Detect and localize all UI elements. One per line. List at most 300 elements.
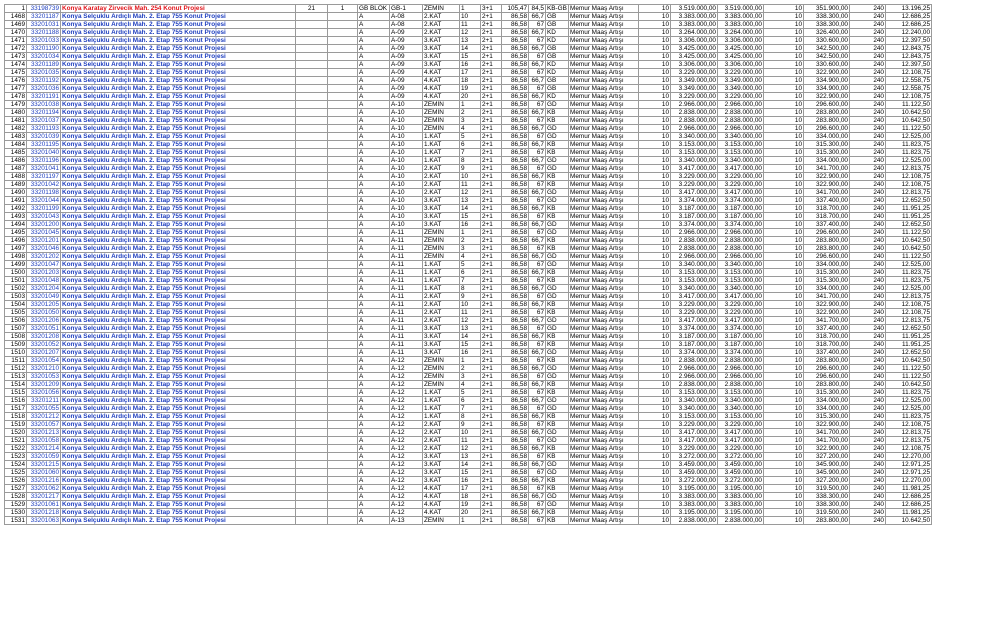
- cell-record-id: 33201216: [27, 477, 61, 485]
- cell-record-id: 33201045: [27, 229, 61, 237]
- cell-payment-method: Memur Maaş Artışı: [569, 261, 639, 269]
- cell-gross-area: 86,58: [502, 453, 529, 461]
- cell-increase-rate: 10: [639, 357, 671, 365]
- cell-installments: 240: [850, 493, 886, 501]
- cell-list-price: 3.374.000,00: [718, 221, 764, 229]
- cell-installment-amount: 12.108,75: [886, 301, 932, 309]
- cell-installment-amount: 12.686,25: [886, 493, 932, 501]
- cell-project-name: Konya Selçuklu Ardıçlı Mah. 2. Etap 755 Konut Projesi: [61, 133, 296, 141]
- table-row: [5, 309, 932, 317]
- cell-installment-amount: 11.951,25: [886, 213, 932, 221]
- cell-block-count: [296, 509, 328, 517]
- cell-block-code: A-10: [390, 165, 423, 173]
- cell-floor: ZEMİN: [423, 109, 460, 117]
- cell-floor: 3.KAT: [423, 45, 460, 53]
- cell-floor: 2.KAT: [423, 173, 460, 181]
- table-row: [5, 13, 932, 21]
- cell-payment-method: Memur Maaş Artışı: [569, 293, 639, 301]
- cell-unit-no: 10: [460, 429, 481, 437]
- cell-unit-no: 3: [460, 245, 481, 253]
- cell-unit-no: 3: [460, 117, 481, 125]
- cell-project-name: Konya Selçuklu Ardıçlı Mah. 2. Etap 755 Konut Projesi: [61, 485, 296, 493]
- cell-sale-price: 2.966.000,00: [671, 373, 718, 381]
- cell-block-no: [328, 253, 358, 261]
- cell-installment-amount: 12.397,50: [886, 61, 932, 69]
- cell-floor: ZEMİN: [423, 229, 460, 237]
- cell-list-price: 3.459.000,00: [718, 469, 764, 477]
- cell-unit-no: 4: [460, 381, 481, 389]
- cell-block-count: [296, 293, 328, 301]
- cell-gross-area: 86,58: [502, 61, 529, 69]
- cell-down-payment: 296.600,00: [804, 229, 850, 237]
- cell-project-name: Konya Selçuklu Ardıçlı Mah. 2. Etap 755 Konut Projesi: [61, 205, 296, 213]
- cell-block-name: A: [358, 405, 390, 413]
- cell-row-no: 1508: [5, 333, 27, 341]
- cell-block-code: A-12: [390, 437, 423, 445]
- cell-block-code: A-11: [390, 301, 423, 309]
- cell-gross-area: 86,58: [502, 253, 529, 261]
- cell-unit-no: 12: [460, 317, 481, 325]
- cell-unit-no: 20: [460, 93, 481, 101]
- cell-installment-amount: 12.558,75: [886, 85, 932, 93]
- cell-installments: 240: [850, 197, 886, 205]
- cell-facade: GD: [546, 493, 569, 501]
- cell-sale-price: 2.966.000,00: [671, 365, 718, 373]
- cell-sale-price: 2.966.000,00: [671, 229, 718, 237]
- cell-room-type: 2+1: [481, 165, 502, 173]
- cell-payment-method: Memur Maaş Artışı: [569, 269, 639, 277]
- cell-installments: 240: [850, 21, 886, 29]
- cell-list-price: 3.229.000,00: [718, 309, 764, 317]
- cell-down-payment: 334.000,00: [804, 285, 850, 293]
- cell-net-area: 66,7: [529, 125, 546, 133]
- cell-increase-rate: 10: [639, 269, 671, 277]
- cell-facade: GD: [546, 397, 569, 405]
- cell-block-name: A: [358, 237, 390, 245]
- cell-sale-price: 2.838.000,00: [671, 381, 718, 389]
- cell-record-id: 33201058: [27, 437, 61, 445]
- cell-unit-no: 8: [460, 285, 481, 293]
- cell-room-type: 2+1: [481, 253, 502, 261]
- cell-record-id: 33201049: [27, 293, 61, 301]
- cell-row-no: 1471: [5, 37, 27, 45]
- table-row: [5, 293, 932, 301]
- cell-facade: GD: [546, 373, 569, 381]
- cell-block-name: A: [358, 421, 390, 429]
- cell-installment-amount: 12.813,75: [886, 293, 932, 301]
- cell-block-name: A: [358, 349, 390, 357]
- cell-block-count: [296, 69, 328, 77]
- cell-payment-method: Memur Maaş Artışı: [569, 69, 639, 77]
- cell-list-price: 3.264.000,00: [718, 29, 764, 37]
- cell-installment-amount: 11.823,75: [886, 269, 932, 277]
- cell-unit-no: 17: [460, 69, 481, 77]
- cell-row-no: 1: [5, 5, 27, 13]
- cell-down-rate: 10: [764, 293, 804, 301]
- cell-increase-rate: 10: [639, 341, 671, 349]
- cell-project-name: Konya Selçuklu Ardıçlı Mah. 2. Etap 755 Konut Projesi: [61, 173, 296, 181]
- cell-down-payment: 327.200,00: [804, 453, 850, 461]
- cell-row-no: 1488: [5, 173, 27, 181]
- cell-installments: 240: [850, 93, 886, 101]
- cell-sale-price: 3.187.000,00: [671, 213, 718, 221]
- cell-block-name: A: [358, 245, 390, 253]
- cell-down-payment: 322.900,00: [804, 421, 850, 429]
- cell-sale-price: 3.417.000,00: [671, 317, 718, 325]
- cell-down-rate: 10: [764, 405, 804, 413]
- cell-down-rate: 10: [764, 149, 804, 157]
- cell-installment-amount: 12.813,75: [886, 317, 932, 325]
- cell-sale-price: 3.153.000,00: [671, 413, 718, 421]
- cell-payment-method: Memur Maaş Artışı: [569, 421, 639, 429]
- cell-down-payment: 283.800,00: [804, 517, 850, 525]
- cell-block-no: [328, 373, 358, 381]
- cell-project-name: Konya Selçuklu Ardıçlı Mah. 2. Etap 755 Konut Projesi: [61, 421, 296, 429]
- cell-increase-rate: 10: [639, 173, 671, 181]
- cell-installment-amount: 12.525,00: [886, 397, 932, 405]
- cell-block-name: A: [358, 45, 390, 53]
- cell-gross-area: 86,58: [502, 461, 529, 469]
- cell-installment-amount: 12.108,75: [886, 69, 932, 77]
- cell-record-id: 33201195: [27, 141, 61, 149]
- cell-block-count: [296, 101, 328, 109]
- cell-gross-area: 86,58: [502, 485, 529, 493]
- cell-block-code: A-08: [390, 21, 423, 29]
- table-row: [5, 373, 932, 381]
- cell-sale-price: 3.374.000,00: [671, 197, 718, 205]
- cell-down-payment: 296.600,00: [804, 373, 850, 381]
- cell-payment-method: Memur Maaş Artışı: [569, 509, 639, 517]
- cell-increase-rate: 10: [639, 397, 671, 405]
- table-row: [5, 421, 932, 429]
- cell-row-no: 1522: [5, 445, 27, 453]
- cell-block-count: [296, 205, 328, 213]
- cell-unit-no: 2: [460, 237, 481, 245]
- cell-block-name: A: [358, 373, 390, 381]
- cell-row-no: 1530: [5, 509, 27, 517]
- cell-block-name: A: [358, 181, 390, 189]
- cell-block-name: A: [358, 141, 390, 149]
- cell-block-code: A-11: [390, 253, 423, 261]
- cell-room-type: 2+1: [481, 261, 502, 269]
- cell-installments: 240: [850, 421, 886, 429]
- table-row: [5, 29, 932, 37]
- cell-net-area: 67: [529, 181, 546, 189]
- cell-block-count: [296, 133, 328, 141]
- cell-row-no: 1525: [5, 469, 27, 477]
- cell-sale-price: 2.838.000,00: [671, 517, 718, 525]
- table-row: [5, 61, 932, 69]
- cell-sale-price: 3.229.000,00: [671, 93, 718, 101]
- cell-block-name: A: [358, 501, 390, 509]
- table-row: [5, 413, 932, 421]
- cell-row-no: 1503: [5, 293, 27, 301]
- cell-row-no: 1491: [5, 197, 27, 205]
- table-row: [5, 189, 932, 197]
- cell-floor: ZEMİN: [423, 365, 460, 373]
- cell-down-rate: 10: [764, 301, 804, 309]
- cell-row-no: 1481: [5, 117, 27, 125]
- cell-room-type: 2+1: [481, 37, 502, 45]
- cell-installments: 240: [850, 405, 886, 413]
- cell-block-name: A: [358, 21, 390, 29]
- cell-project-name: Konya Selçuklu Ardıçlı Mah. 2. Etap 755 Konut Projesi: [61, 285, 296, 293]
- cell-block-no: [328, 341, 358, 349]
- cell-block-count: [296, 117, 328, 125]
- cell-list-price: 3.272.000,00: [718, 477, 764, 485]
- cell-block-no: [328, 461, 358, 469]
- cell-block-name: A: [358, 61, 390, 69]
- cell-block-count: [296, 245, 328, 253]
- cell-payment-method: Memur Maaş Artışı: [569, 85, 639, 93]
- cell-block-code: A-12: [390, 509, 423, 517]
- cell-block-name: A: [358, 261, 390, 269]
- cell-project-name: Konya Selçuklu Ardıçlı Mah. 2. Etap 755 Konut Projesi: [61, 333, 296, 341]
- cell-floor: 4.KAT: [423, 77, 460, 85]
- cell-list-price: 3.229.000,00: [718, 301, 764, 309]
- cell-unit-no: 10: [460, 173, 481, 181]
- cell-block-code: A-09: [390, 93, 423, 101]
- cell-floor: ZEMİN: [423, 357, 460, 365]
- cell-block-count: [296, 365, 328, 373]
- cell-installments: 240: [850, 125, 886, 133]
- cell-increase-rate: 10: [639, 493, 671, 501]
- cell-installments: 240: [850, 29, 886, 37]
- cell-increase-rate: 10: [639, 5, 671, 13]
- cell-net-area: 67: [529, 453, 546, 461]
- cell-unit-no: 1: [460, 101, 481, 109]
- cell-gross-area: 86,58: [502, 269, 529, 277]
- cell-record-id: 33201211: [27, 397, 61, 405]
- cell-record-id: 33201041: [27, 165, 61, 173]
- cell-net-area: 67: [529, 69, 546, 77]
- cell-unit-no: 12: [460, 29, 481, 37]
- cell-block-count: [296, 413, 328, 421]
- cell-block-name: A: [358, 197, 390, 205]
- cell-down-payment: 283.800,00: [804, 237, 850, 245]
- cell-payment-method: Memur Maaş Artışı: [569, 493, 639, 501]
- cell-row-no: 1475: [5, 69, 27, 77]
- cell-project-name: Konya Selçuklu Ardıçlı Mah. 2. Etap 755 Konut Projesi: [61, 93, 296, 101]
- cell-project-name: Konya Selçuklu Ardıçlı Mah. 2. Etap 755 Konut Projesi: [61, 261, 296, 269]
- cell-room-type: 2+1: [481, 461, 502, 469]
- cell-gross-area: 86,58: [502, 429, 529, 437]
- cell-room-type: 2+1: [481, 405, 502, 413]
- cell-record-id: 33201202: [27, 253, 61, 261]
- cell-record-id: 33201060: [27, 469, 61, 477]
- cell-sale-price: 3.340.000,00: [671, 261, 718, 269]
- cell-gross-area: 86,58: [502, 277, 529, 285]
- cell-floor: 1.KAT: [423, 261, 460, 269]
- cell-block-name: A: [358, 101, 390, 109]
- cell-room-type: 2+1: [481, 45, 502, 53]
- cell-down-rate: 10: [764, 349, 804, 357]
- cell-payment-method: Memur Maaş Artışı: [569, 485, 639, 493]
- cell-record-id: 33201214: [27, 445, 61, 453]
- cell-down-payment: 283.800,00: [804, 117, 850, 125]
- cell-installments: 240: [850, 173, 886, 181]
- cell-installments: 240: [850, 397, 886, 405]
- cell-list-price: 3.153.000,00: [718, 413, 764, 421]
- cell-block-code: A-08: [390, 13, 423, 21]
- cell-unit-no: 18: [460, 493, 481, 501]
- cell-record-id: 33201196: [27, 157, 61, 165]
- cell-down-payment: 334.000,00: [804, 157, 850, 165]
- cell-room-type: 2+1: [481, 221, 502, 229]
- cell-down-payment: 322.900,00: [804, 69, 850, 77]
- cell-room-type: 2+1: [481, 157, 502, 165]
- cell-increase-rate: 10: [639, 261, 671, 269]
- cell-down-rate: 10: [764, 29, 804, 37]
- cell-block-code: A-09: [390, 29, 423, 37]
- cell-room-type: 2+1: [481, 429, 502, 437]
- cell-block-code: A-09: [390, 61, 423, 69]
- cell-unit-no: 5: [460, 261, 481, 269]
- cell-block-code: A-12: [390, 501, 423, 509]
- cell-installments: 240: [850, 285, 886, 293]
- cell-net-area: 66,7: [529, 301, 546, 309]
- cell-project-name: Konya Selçuklu Ardıçlı Mah. 2. Etap 755 Konut Projesi: [61, 445, 296, 453]
- cell-down-rate: 10: [764, 141, 804, 149]
- cell-record-id: 33201218: [27, 509, 61, 517]
- cell-row-no: 1516: [5, 397, 27, 405]
- cell-down-rate: 10: [764, 277, 804, 285]
- cell-sale-price: 2.838.000,00: [671, 109, 718, 117]
- cell-project-name: Konya Selçuklu Ardıçlı Mah. 2. Etap 755 Konut Projesi: [61, 157, 296, 165]
- cell-installment-amount: 11.951,25: [886, 205, 932, 213]
- cell-unit-no: 16: [460, 477, 481, 485]
- cell-floor: 1.KAT: [423, 277, 460, 285]
- cell-gross-area: 86,58: [502, 517, 529, 525]
- cell-record-id: 33201036: [27, 85, 61, 93]
- cell-block-code: A-12: [390, 373, 423, 381]
- cell-down-payment: 322.900,00: [804, 173, 850, 181]
- cell-block-no: [328, 365, 358, 373]
- table-row: [5, 77, 932, 85]
- cell-block-count: [296, 317, 328, 325]
- cell-facade: GD: [546, 253, 569, 261]
- cell-installment-amount: 10.642,50: [886, 117, 932, 125]
- cell-down-rate: 10: [764, 69, 804, 77]
- cell-down-rate: 10: [764, 45, 804, 53]
- cell-gross-area: 86,58: [502, 245, 529, 253]
- cell-down-rate: 10: [764, 221, 804, 229]
- cell-block-no: [328, 453, 358, 461]
- cell-list-price: 2.966.000,00: [718, 253, 764, 261]
- cell-project-name: Konya Selçuklu Ardıçlı Mah. 2. Etap 755 Konut Projesi: [61, 453, 296, 461]
- cell-room-type: 2+1: [481, 485, 502, 493]
- cell-record-id: 33201048: [27, 277, 61, 285]
- cell-floor: 3.KAT: [423, 325, 460, 333]
- cell-block-count: [296, 461, 328, 469]
- cell-block-name: A: [358, 381, 390, 389]
- cell-project-name: Konya Karatay Zirvecik Mah. 254 Konut Projesi: [61, 5, 296, 13]
- cell-record-id: 33201034: [27, 53, 61, 61]
- cell-record-id: 33201059: [27, 453, 61, 461]
- cell-room-type: 3+1: [481, 5, 502, 13]
- cell-down-rate: 10: [764, 109, 804, 117]
- cell-facade: GD: [546, 189, 569, 197]
- cell-list-price: 3.229.000,00: [718, 69, 764, 77]
- cell-net-area: 66,7: [529, 61, 546, 69]
- cell-increase-rate: 10: [639, 85, 671, 93]
- cell-list-price: 3.383.000,00: [718, 501, 764, 509]
- cell-block-code: A-12: [390, 461, 423, 469]
- cell-block-count: [296, 277, 328, 285]
- cell-installments: 240: [850, 213, 886, 221]
- cell-block-name: A: [358, 205, 390, 213]
- cell-net-area: 66,7: [529, 77, 546, 85]
- cell-room-type: 2+1: [481, 445, 502, 453]
- cell-project-name: Konya Selçuklu Ardıçlı Mah. 2. Etap 755 Konut Projesi: [61, 357, 296, 365]
- cell-unit-no: 8: [460, 413, 481, 421]
- cell-facade: KB: [546, 141, 569, 149]
- cell-floor: 3.KAT: [423, 197, 460, 205]
- cell-installments: 240: [850, 469, 886, 477]
- cell-payment-method: Memur Maaş Artışı: [569, 189, 639, 197]
- table-row: [5, 141, 932, 149]
- cell-room-type: 2+1: [481, 29, 502, 37]
- cell-record-id: 33201201: [27, 237, 61, 245]
- cell-block-name: A: [358, 493, 390, 501]
- cell-block-no: [328, 101, 358, 109]
- cell-block-code: A-11: [390, 245, 423, 253]
- cell-block-code: A-11: [390, 293, 423, 301]
- cell-installment-amount: 12.108,75: [886, 445, 932, 453]
- cell-block-code: A-09: [390, 45, 423, 53]
- cell-increase-rate: 10: [639, 133, 671, 141]
- cell-net-area: 67: [529, 357, 546, 365]
- cell-project-name: Konya Selçuklu Ardıçlı Mah. 2. Etap 755 Konut Projesi: [61, 501, 296, 509]
- cell-unit-no: 15: [460, 213, 481, 221]
- cell-block-name: GB BLOK: [358, 5, 390, 13]
- cell-facade: KB: [546, 453, 569, 461]
- cell-row-no: 1499: [5, 261, 27, 269]
- cell-installment-amount: 12.108,75: [886, 93, 932, 101]
- cell-installment-amount: 10.642,50: [886, 237, 932, 245]
- table-row: [5, 21, 932, 29]
- cell-floor: 2.KAT: [423, 29, 460, 37]
- cell-block-no: [328, 261, 358, 269]
- cell-row-no: 1490: [5, 189, 27, 197]
- cell-row-no: 1487: [5, 165, 27, 173]
- cell-project-name: Konya Selçuklu Ardıçlı Mah. 2. Etap 755 Konut Projesi: [61, 149, 296, 157]
- cell-block-code: A-09: [390, 37, 423, 45]
- cell-record-id: 33201212: [27, 413, 61, 421]
- table-row: [5, 389, 932, 397]
- cell-block-name: A: [358, 469, 390, 477]
- cell-block-code: A-11: [390, 325, 423, 333]
- cell-gross-area: 86,58: [502, 373, 529, 381]
- cell-sale-price: 3.340.000,00: [671, 133, 718, 141]
- cell-net-area: 66,7: [529, 461, 546, 469]
- cell-down-rate: 10: [764, 429, 804, 437]
- cell-record-id: 33201198: [27, 189, 61, 197]
- cell-unit-no: 11: [460, 309, 481, 317]
- cell-increase-rate: 10: [639, 45, 671, 53]
- cell-floor: 1.KAT: [423, 413, 460, 421]
- table-row: [5, 333, 932, 341]
- cell-down-payment: 322.900,00: [804, 309, 850, 317]
- cell-down-payment: 283.800,00: [804, 381, 850, 389]
- cell-installment-amount: 11.823,75: [886, 389, 932, 397]
- cell-net-area: 67: [529, 373, 546, 381]
- cell-down-rate: 10: [764, 173, 804, 181]
- cell-row-no: 1517: [5, 405, 27, 413]
- cell-net-area: 67: [529, 133, 546, 141]
- table-row: [5, 37, 932, 45]
- table-row: [5, 469, 932, 477]
